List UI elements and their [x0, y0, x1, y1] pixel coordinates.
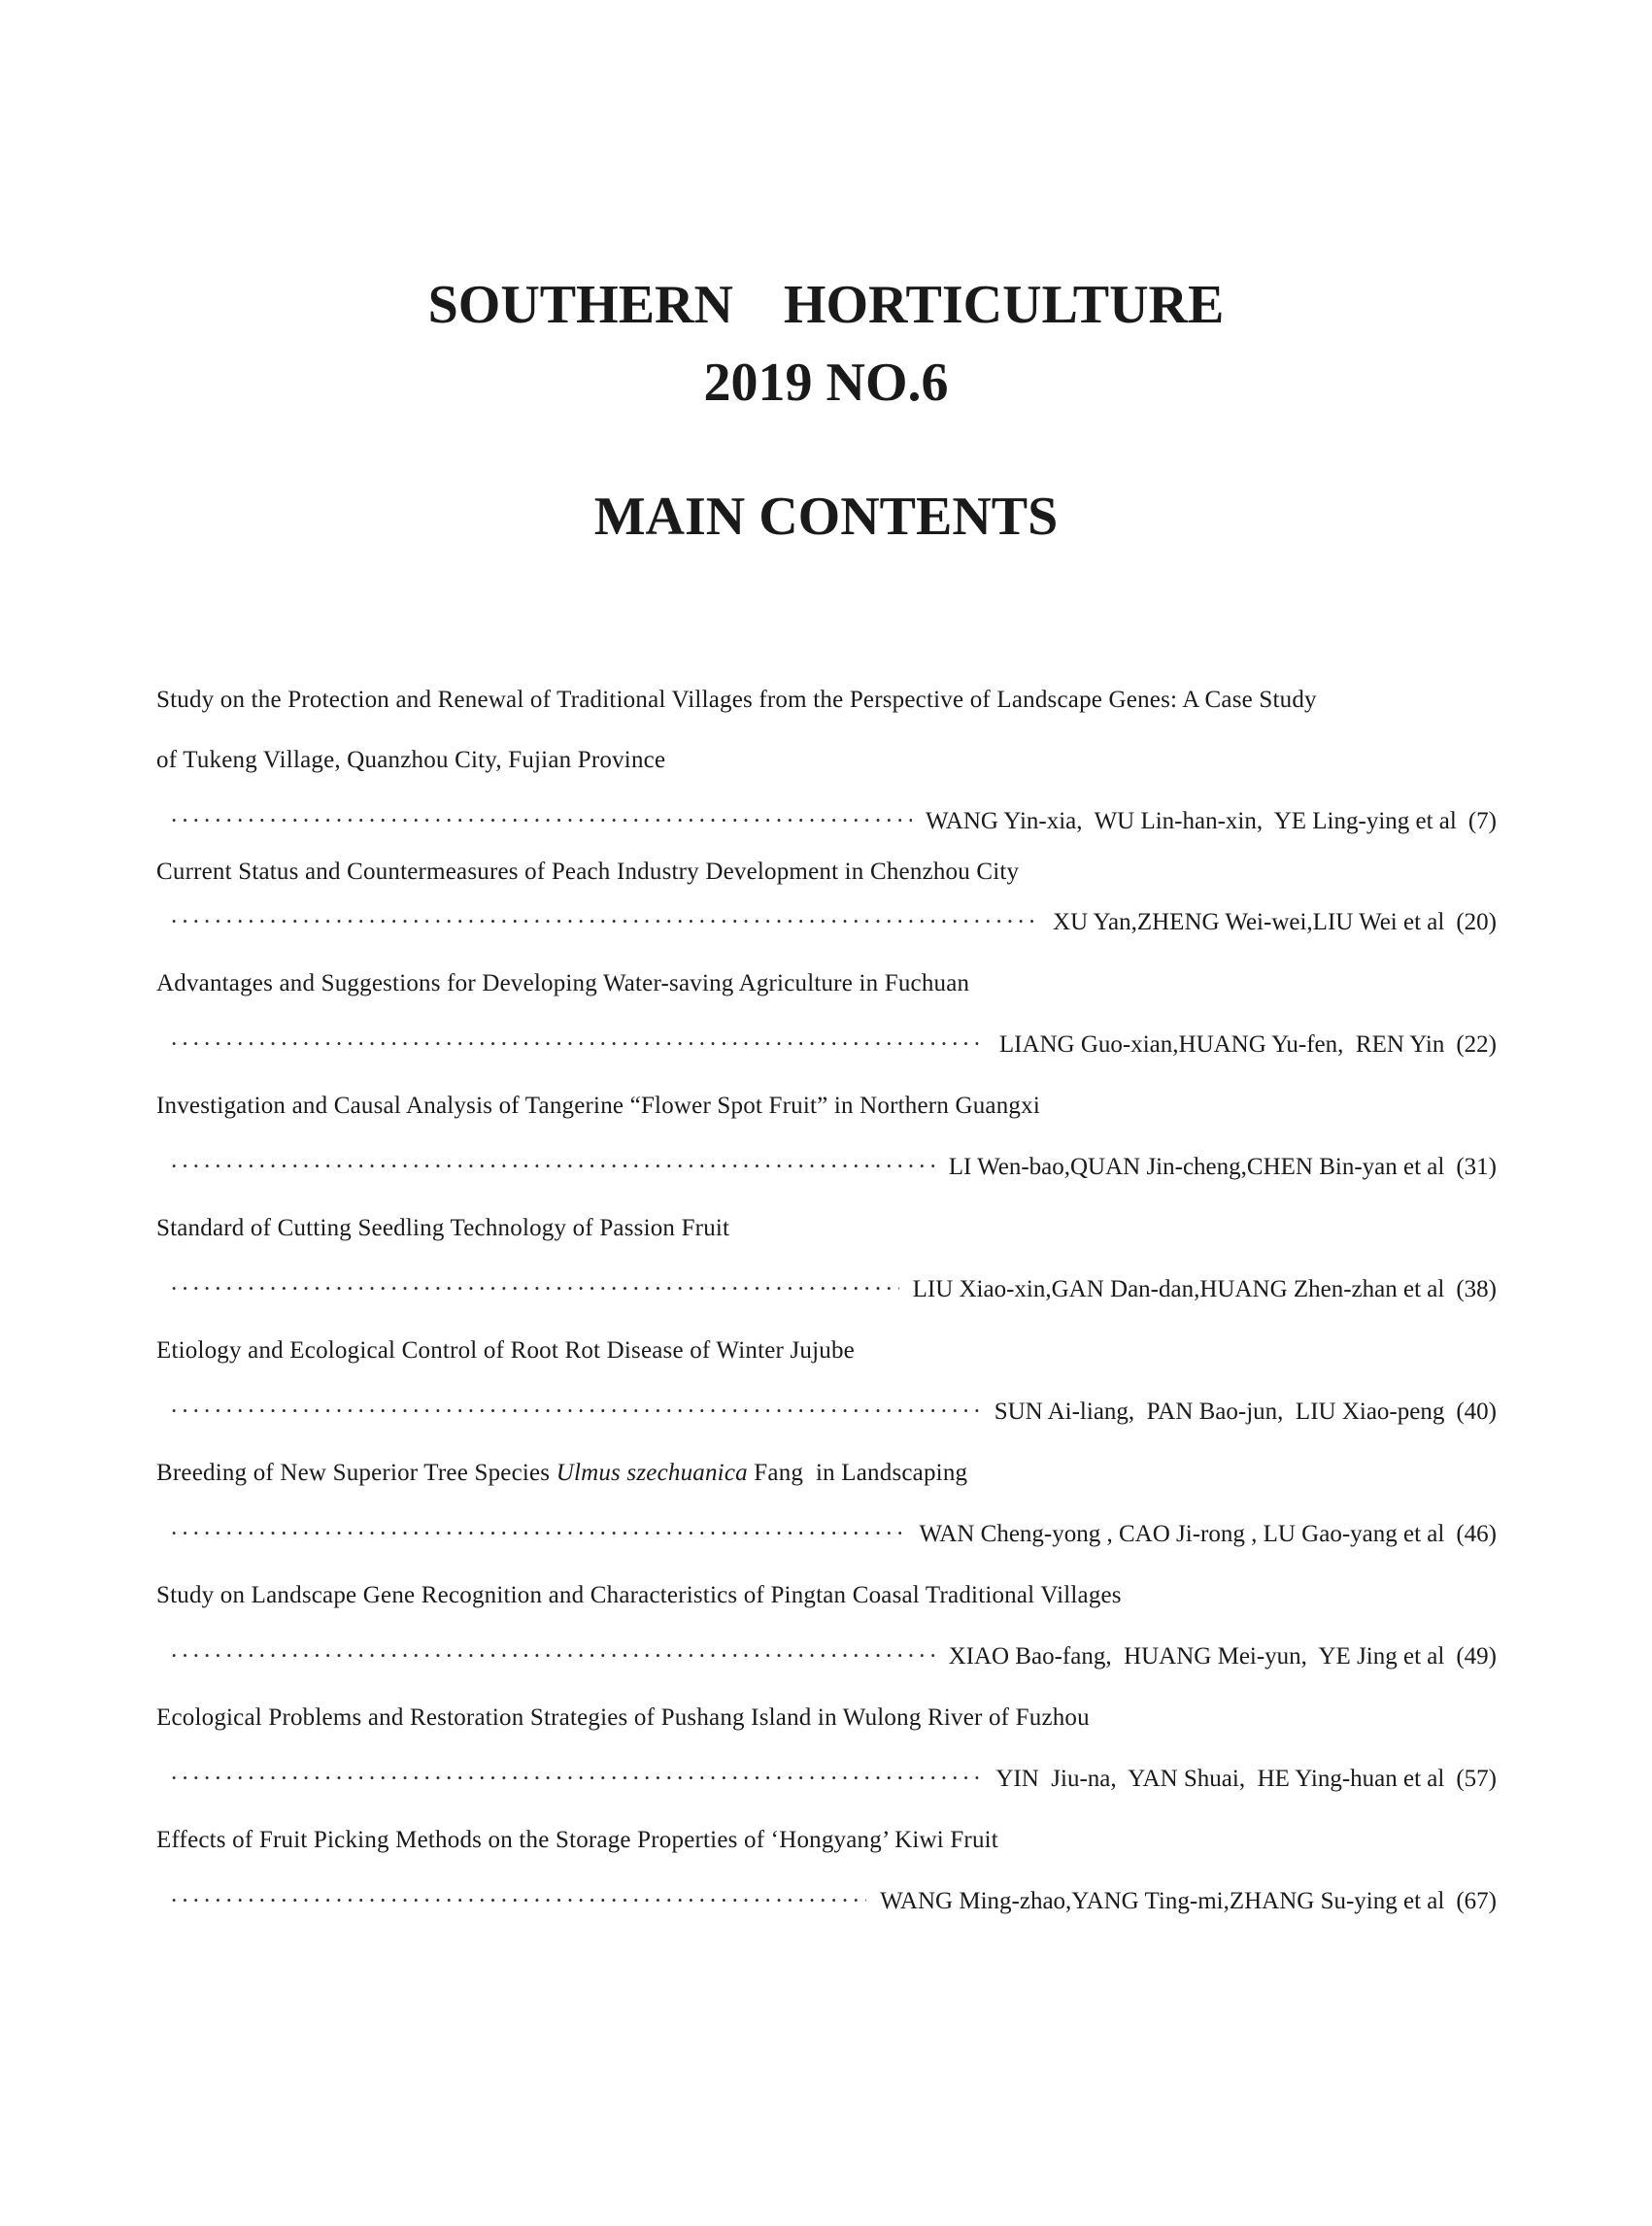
entry-authors: XU Yan,ZHENG Wei-wei,LIU Wei et al — [1053, 909, 1445, 935]
entry-author-line — [156, 1259, 1497, 1321]
entry-authors: LIANG Guo-xian,HUANG Yu-fen, REN Yin — [998, 1031, 1445, 1058]
entry-page: (38) — [1456, 1276, 1497, 1302]
entry-page: (7) — [1467, 808, 1497, 834]
dot-leader — [170, 1626, 935, 1688]
dot-leader — [170, 892, 1039, 954]
entry-title: Ecological Problems and Restoration Strategies of Pushang Island in Wulong River of Fuzhou — [156, 1704, 1090, 1731]
entry-authors: SUN Ai-liang, PAN Bao-jun, LIU Xiao-peng — [994, 1399, 1445, 1425]
entry-title-continued: of Tukeng Village, Quanzhou City, Fujian Province — [156, 747, 666, 773]
entry-title: Etiology and Ecological Control of Root Rot Disease of Winter Jujube — [156, 1337, 855, 1364]
toc-entry — [156, 670, 1497, 853]
entry-page: (46) — [1456, 1521, 1497, 1547]
issue-number: 2019 NO.6 — [703, 353, 949, 413]
dot-leader — [170, 1381, 981, 1443]
dot-leader — [170, 1748, 982, 1810]
toc-entry — [156, 853, 1497, 954]
toc-entry — [156, 1198, 1497, 1321]
dot-leader — [170, 791, 912, 853]
toc-entry — [156, 1566, 1497, 1688]
species-name: Ulmus szechuanica — [556, 1460, 748, 1486]
journal-title: SOUTHERN HORTICULTURE — [427, 275, 1225, 335]
entry-authors: WANG Ming-zhao,YANG Ting-mi,ZHANG Su-ying et al — [880, 1888, 1445, 1914]
entry-title: Investigation and Causal Analysis of Tangerine “Flower Spot Fruit” in Northern Guangxi — [156, 1093, 1040, 1119]
entry-authors: LIU Xiao-xin,GAN Dan-dan,HUANG Zhen-zhan et al — [912, 1276, 1445, 1302]
dot-leader — [170, 1503, 905, 1566]
entry-page: (57) — [1456, 1766, 1497, 1792]
toc-entry — [156, 1688, 1497, 1810]
table-of-contents — [156, 670, 1497, 1933]
entry-title: Current Status and Countermeasures of Peach Industry Development in Chenzhou City — [156, 859, 1020, 885]
entry-author-line — [156, 1381, 1497, 1443]
entry-page: (22) — [1456, 1031, 1497, 1058]
entry-page: (40) — [1456, 1399, 1497, 1425]
toc-entry — [156, 1443, 1497, 1566]
entry-page: (49) — [1456, 1643, 1497, 1670]
entry-title: Advantages and Suggestions for Developing Water-saving Agriculture in Fuchuan — [156, 970, 970, 996]
contents-heading: MAIN CONTENTS — [593, 487, 1059, 547]
dot-leader — [170, 1136, 935, 1198]
entry-title: Study on the Protection and Renewal of Traditional Villages from the Perspective of Landscape Genes: A Case Study — [156, 687, 1317, 713]
entry-title: Effects of Fruit Picking Methods on the Storage Properties of ‘Hongyang’ Kiwi Fruit — [156, 1827, 998, 1853]
toc-entry — [156, 1810, 1497, 1933]
entry-title: Standard of Cutting Seedling Technology of Passion Fruit — [156, 1215, 730, 1241]
entry-authors: LI Wen-bao,QUAN Jin-cheng,CHEN Bin-yan et al — [948, 1154, 1445, 1180]
dot-leader — [170, 1259, 899, 1321]
entry-author-line — [156, 892, 1497, 954]
entry-authors: WANG Yin-xia, WU Lin-han-xin, YE Ling-ying et al — [925, 808, 1457, 834]
entry-title: Study on Landscape Gene Recognition and Characteristics of Pingtan Coasal Traditional Villages — [156, 1582, 1122, 1608]
entry-author-line — [156, 1748, 1497, 1810]
entry-author-line — [156, 791, 1497, 853]
entry-title-start: Breeding of New Superior Tree Species — [156, 1460, 556, 1486]
toc-entry — [156, 1321, 1497, 1443]
entry-authors: YIN Jiu-na, YAN Shuai, HE Ying-huan et al — [995, 1766, 1445, 1792]
toc-entry — [156, 954, 1497, 1076]
dot-leader — [170, 1014, 986, 1076]
entry-authors: WAN Cheng-yong , CAO Ji-rong , LU Gao-yang et al — [919, 1521, 1445, 1547]
entry-author-line — [156, 1136, 1497, 1198]
entry-author-line — [156, 1626, 1497, 1688]
entry-title-end: Fang in Landscaping — [747, 1460, 968, 1486]
entry-page: (67) — [1456, 1888, 1497, 1914]
entry-author-line — [156, 1503, 1497, 1566]
dot-leader — [170, 1871, 866, 1933]
entry-authors: XIAO Bao-fang, HUANG Mei-yun, YE Jing et al — [948, 1643, 1445, 1670]
entry-page: (20) — [1456, 909, 1497, 935]
entry-page: (31) — [1456, 1154, 1497, 1180]
entry-author-line — [156, 1871, 1497, 1933]
entry-title — [156, 1443, 1497, 1503]
toc-entry — [156, 1076, 1497, 1198]
entry-author-line — [156, 1014, 1497, 1076]
